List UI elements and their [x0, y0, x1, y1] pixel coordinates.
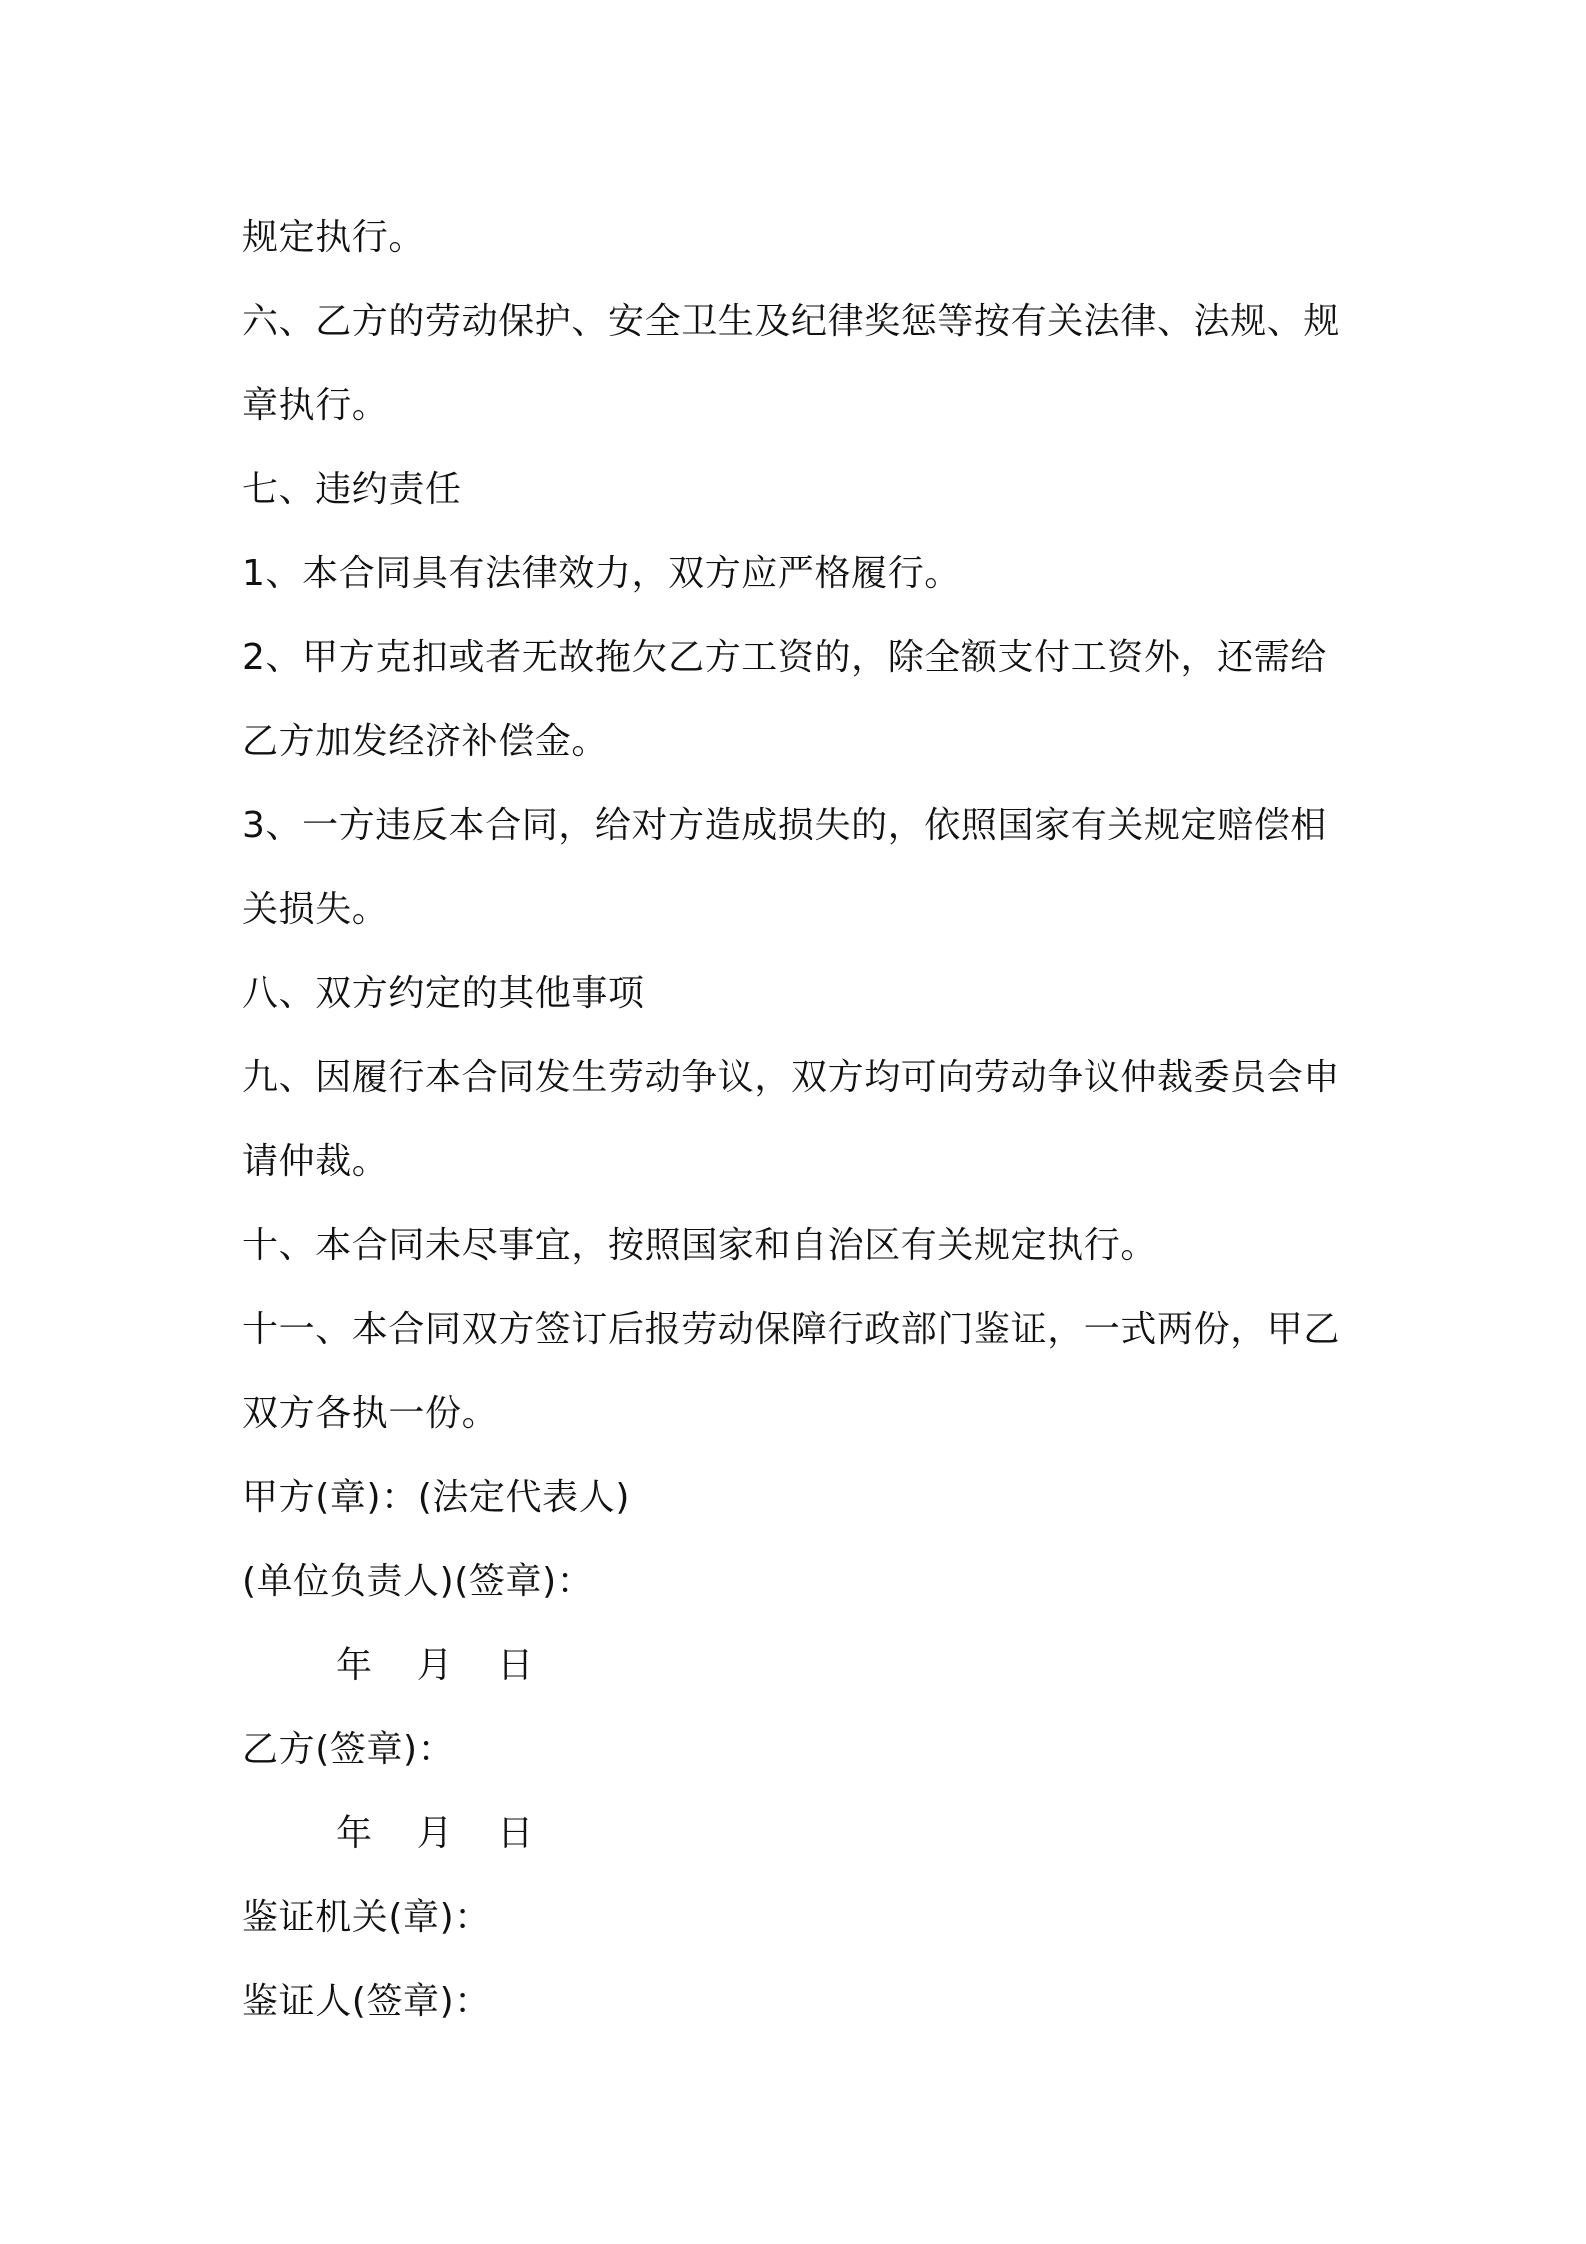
party-b-date	[242, 1792, 1362, 1876]
clause-eleven-line-2: 双方各执一份。	[242, 1393, 499, 1434]
verifier-signature-label: 鉴证人(签章)：	[242, 1981, 491, 2022]
date-day: 日	[497, 1645, 534, 1686]
clause-seven-item-3-line-1: 3、一方违反本合同，给对方造成损失的，依照国家有关规定赔偿相	[242, 805, 1327, 846]
clause-six-line-2: 章执行。	[242, 385, 389, 426]
clause-seven-heading: 七、违约责任	[242, 469, 462, 510]
clause-eight-heading: 八、双方约定的其他事项	[242, 973, 645, 1014]
clause-seven-item-2-line-2: 乙方加发经济补偿金。	[242, 721, 609, 762]
party-a-date	[242, 1624, 1362, 1708]
clause-ten: 十、本合同未尽事宜，按照国家和自治区有关规定执行。	[242, 1225, 1158, 1266]
date-month: 月	[416, 1645, 454, 1686]
party-a-signature-label: 甲方(章)：(法定代表人)	[242, 1477, 630, 1518]
authority-seal-label: 鉴证机关(章)：	[242, 1897, 491, 1938]
unit-leader-signature-label: (单位负责人)(签章)：	[242, 1561, 594, 1602]
clause-six-line-1: 六、乙方的劳动保护、安全卫生及纪律奖惩等按有关法律、法规、规	[242, 301, 1341, 342]
text-line: 规定执行。	[242, 217, 426, 258]
clause-eleven-line-1: 十一、本合同双方签订后报劳动保障行政部门鉴证，一式两份，甲乙	[242, 1309, 1341, 1350]
clause-seven-item-3-line-2: 关损失。	[242, 889, 389, 930]
clause-seven-item-2-line-1: 2、甲方克扣或者无故拖欠乙方工资的，除全额支付工资外，还需给	[242, 637, 1327, 678]
clause-nine-line-2: 请仲裁。	[242, 1141, 389, 1182]
clause-nine-line-1: 九、因履行本合同发生劳动争议，双方均可向劳动争议仲裁委员会申	[242, 1057, 1341, 1098]
clause-seven-item-1: 1、本合同具有法律效力，双方应严格履行。	[242, 553, 961, 594]
date-year: 年	[336, 1645, 373, 1686]
date-year: 年	[336, 1813, 373, 1854]
date-day: 日	[497, 1813, 534, 1854]
document-body	[242, 196, 1362, 2044]
date-month: 月	[416, 1813, 454, 1854]
party-b-signature-label: 乙方(签章)：	[242, 1729, 455, 1770]
